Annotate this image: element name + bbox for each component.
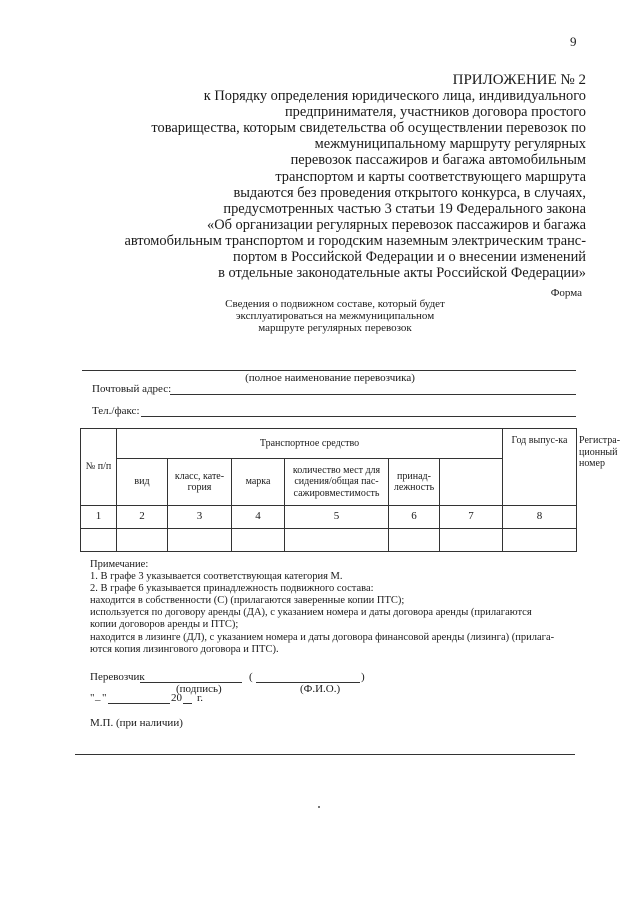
subtitle-line: эксплуатироваться на межмуниципальном xyxy=(235,310,435,323)
col-owner-header: принад-лежность xyxy=(389,459,440,506)
note-item: ются копия лизингового договора и ПТС). xyxy=(90,643,279,655)
col-class-header: класс, кате-гория xyxy=(168,459,232,506)
appendix-line: предпринимателя, участников договора простого xyxy=(284,104,586,121)
date-year-prefix: 20 xyxy=(171,692,182,704)
col-brand-header: марка xyxy=(232,459,285,506)
col-index: 7 xyxy=(440,506,503,529)
col-vehicle-header: Транспортное средство xyxy=(117,429,503,459)
table-cell[interactable] xyxy=(81,529,117,552)
appendix-line: товарищества, которым свидетельства об осуществлении перевозок по xyxy=(151,120,586,137)
appendix-header xyxy=(106,72,586,281)
stamp-label: М.П. (при наличии) xyxy=(90,717,183,729)
subtitle-line: маршруте регулярных перевозок xyxy=(258,322,412,335)
tel-fax-field[interactable] xyxy=(141,416,576,417)
table-header-row: № п/п Транспортное средство Год выпус-ка Регистра-ционный номер xyxy=(81,429,577,459)
scan-dot xyxy=(318,806,320,808)
date-day-field[interactable]: _ xyxy=(95,690,101,702)
note-item: 1. В графе 3 указывается соответствующая категория М. xyxy=(90,571,343,583)
form-label: Форма xyxy=(550,287,582,299)
carrier-name-field[interactable] xyxy=(82,370,576,371)
appendix-line: в отдельные законодательные акты Российской Федерации» xyxy=(218,265,586,282)
note-item: находится в лизинге (ДЛ), с указанием номера и даты договора финансовой аренды (лизинга) (прилага- xyxy=(90,631,555,643)
col-seats-header: количество мест для сидения/общая пас-сажировместимость xyxy=(285,459,389,506)
appendix-line: транспортом и карты соответствующего маршрута xyxy=(275,168,586,185)
appendix-line: перевозок пассажиров и багажа автомобильным xyxy=(290,152,586,169)
date-quote-close: " xyxy=(102,692,107,704)
vehicle-table xyxy=(80,428,621,552)
table-cell[interactable] xyxy=(285,529,389,552)
date-quote-open: " xyxy=(90,692,95,704)
table-number-row xyxy=(81,506,577,529)
date-year-suffix: г. xyxy=(197,692,204,704)
carrier-name-caption: (полное наименование перевозчика) xyxy=(245,372,415,384)
note-item: 2. В графе 6 указывается принадлежность подвижного состава: xyxy=(90,583,374,595)
postal-address-field[interactable] xyxy=(170,394,576,395)
col-index: 5 xyxy=(285,506,389,529)
appendix-line: выдаются без проведения открытого конкурса, в случаях, xyxy=(233,184,586,201)
carrier-signature-label: Перевозчик xyxy=(90,671,145,683)
table-cell[interactable] xyxy=(117,529,168,552)
bottom-divider xyxy=(75,754,575,755)
col-index: 2 xyxy=(117,506,168,529)
table-cell[interactable] xyxy=(503,529,577,552)
col-index: 6 xyxy=(389,506,440,529)
appendix-line: автомобильным транспортом и городским наземным электрическим транс- xyxy=(124,232,586,249)
appendix-line: «Об организации регулярных перевозок пассажиров и багажа xyxy=(207,216,586,233)
appendix-line: к Порядку определения юридического лица, индивидуального xyxy=(203,88,586,105)
col-number-header: № п/п xyxy=(81,429,117,506)
note-item: находится в собственности (С) (прилагаются заверенные копии ПТС); xyxy=(90,595,405,607)
note-item: копии договоров аренды и ПТС); xyxy=(90,619,239,631)
col-index: 1 xyxy=(81,506,117,529)
table-row xyxy=(81,529,577,552)
fio-close-paren: ) xyxy=(361,671,365,683)
appendix-heading: ПРИЛОЖЕНИЕ № 2 xyxy=(452,72,586,88)
note-item: используется по договору аренды (ДА), с указанием номера и даты договора аренды (прилагаются xyxy=(90,607,532,619)
table-cell[interactable] xyxy=(440,529,503,552)
notes-block xyxy=(90,559,576,656)
fio-open-paren: ( xyxy=(249,671,253,683)
appendix-line: межмуниципальному маршруту регулярных xyxy=(314,136,586,153)
table-cell[interactable] xyxy=(232,529,285,552)
fio-caption: (Ф.И.О.) xyxy=(300,683,341,695)
subtitle-line: Сведения о подвижном составе, который будет xyxy=(225,298,445,310)
col-year-header: Год выпус-ка xyxy=(503,429,577,506)
page-number: 9 xyxy=(570,34,577,49)
col-index: 8 xyxy=(503,506,577,529)
table-cell[interactable] xyxy=(168,529,232,552)
appendix-line: портом в Российской Федерации и о внесении изменений xyxy=(233,249,586,266)
date-year-field[interactable] xyxy=(183,703,192,704)
signature-caption: (подпись) xyxy=(176,683,222,695)
table-cell[interactable] xyxy=(389,529,440,552)
tel-fax-label: Тел./факс: xyxy=(92,405,140,417)
form-subtitle xyxy=(190,298,480,335)
postal-address-label: Почтовый адрес: xyxy=(92,383,172,395)
appendix-line: предусмотренных частью 3 статьи 19 Федерального закона xyxy=(223,200,586,217)
col-type-header: вид xyxy=(117,459,168,506)
col-index: 3 xyxy=(168,506,232,529)
col-index: 4 xyxy=(232,506,285,529)
notes-title: Примечание: xyxy=(90,559,149,570)
date-month-field[interactable] xyxy=(108,703,170,704)
